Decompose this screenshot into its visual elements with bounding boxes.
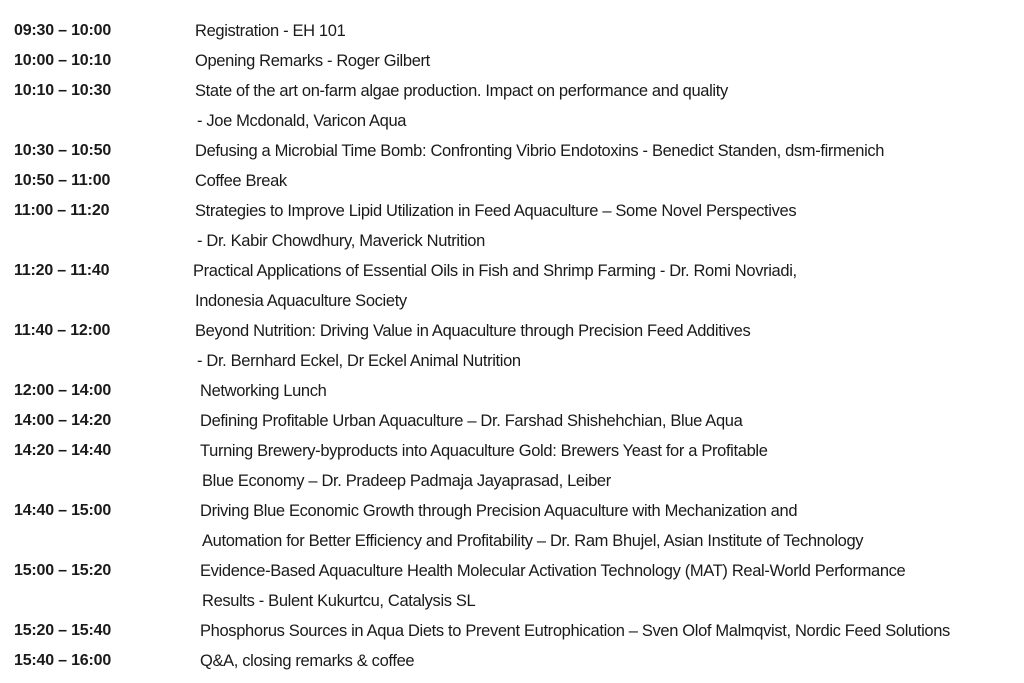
agenda-description-line: Practical Applications of Essential Oils in Fish and Shrimp Farming - Dr. Romi Novriadi, [193,262,797,280]
agenda-row [0,166,1024,196]
agenda-description-line: - Joe Mcdonald, Varicon Aqua [197,112,407,130]
agenda-description [178,196,1024,256]
agenda-row [0,136,1024,166]
agenda-description-line: Defining Profitable Urban Aquaculture – Dr. Farshad Shishehchian, Blue Aqua [200,412,743,430]
agenda-time: 14:40 – 15:00 [14,502,112,519]
agenda-row [0,16,1024,46]
agenda-description-line: Turning Brewery-byproducts into Aquaculture Gold: Brewers Yeast for a Profitable [200,442,768,460]
agenda-description-line: Opening Remarks - Roger Gilbert [195,52,430,70]
agenda-time: 11:00 – 11:20 [14,202,110,219]
agenda-description-line: Automation for Better Efficiency and Profitability – Dr. Ram Bhujel, Asian Institute of Technology [202,532,864,550]
agenda-time: 10:00 – 10:10 [14,52,112,69]
agenda-description [178,616,1024,646]
agenda-description [178,556,1024,616]
agenda-row [0,436,1024,496]
agenda-description-line: Evidence-Based Aquaculture Health Molecular Activation Technology (MAT) Real-World Performance [200,562,906,580]
agenda-description [178,256,1024,316]
agenda-row [0,376,1024,406]
agenda-time: 14:20 – 14:40 [14,442,112,459]
agenda-time: 09:30 – 10:00 [14,22,112,39]
agenda-row [0,406,1024,436]
agenda-description [178,16,1024,46]
agenda-time: 12:00 – 14:00 [14,382,112,399]
agenda-description-line: Networking Lunch [200,382,327,400]
agenda-time: 10:10 – 10:30 [14,82,112,99]
agenda-row [0,556,1024,616]
agenda-description-line: Strategies to Improve Lipid Utilization in Feed Aquaculture – Some Novel Perspectives [195,202,797,220]
agenda-time: 11:40 – 12:00 [14,322,111,339]
agenda-row [0,46,1024,76]
agenda-description-line: Coffee Break [195,172,287,190]
agenda-description-line: Indonesia Aquaculture Society [195,292,407,310]
agenda-description-line: Q&A, closing remarks & coffee [200,652,415,670]
agenda-time: 10:50 – 11:00 [14,172,111,189]
agenda-description [178,406,1024,436]
agenda-description-line: Driving Blue Economic Growth through Precision Aquaculture with Mechanization and [200,502,798,520]
agenda-list [0,16,1024,676]
agenda-description [178,376,1024,406]
agenda-description-line: Beyond Nutrition: Driving Value in Aquaculture through Precision Feed Additives [195,322,751,340]
agenda-description-line: - Dr. Kabir Chowdhury, Maverick Nutrition [197,232,485,250]
agenda-description [178,76,1024,136]
agenda-time: 15:00 – 15:20 [14,562,112,579]
agenda-time: 14:00 – 14:20 [14,412,112,429]
agenda-row [0,196,1024,256]
agenda-description [178,46,1024,76]
agenda-description [178,316,1024,376]
agenda-description [178,436,1024,496]
agenda-time: 15:20 – 15:40 [14,622,112,639]
agenda-description [178,496,1024,556]
agenda-description [178,646,1024,676]
agenda-row [0,616,1024,646]
agenda-description [178,166,1024,196]
agenda-row [0,496,1024,556]
agenda-row [0,256,1024,316]
agenda-description-line: State of the art on-farm algae production. Impact on performance and quality [195,82,728,100]
agenda-description-line: Results - Bulent Kukurtcu, Catalysis SL [202,592,476,610]
agenda-time: 10:30 – 10:50 [14,142,112,159]
agenda-description [178,136,1024,166]
agenda-description-line: Phosphorus Sources in Aqua Diets to Prevent Eutrophication – Sven Olof Malmqvist, Nordic Feed Solutions [200,622,950,640]
agenda-time: 11:20 – 11:40 [14,262,110,279]
agenda-description-line: - Dr. Bernhard Eckel, Dr Eckel Animal Nutrition [197,352,521,370]
agenda-description-line: Defusing a Microbial Time Bomb: Confronting Vibrio Endotoxins - Benedict Standen, dsm-firmenich [195,142,885,160]
agenda-row [0,316,1024,376]
agenda-description-line: Registration - EH 101 [195,22,346,40]
agenda-row [0,646,1024,676]
agenda-time: 15:40 – 16:00 [14,652,112,669]
agenda-row [0,76,1024,136]
agenda-description-line: Blue Economy – Dr. Pradeep Padmaja Jayaprasad, Leiber [202,472,611,490]
